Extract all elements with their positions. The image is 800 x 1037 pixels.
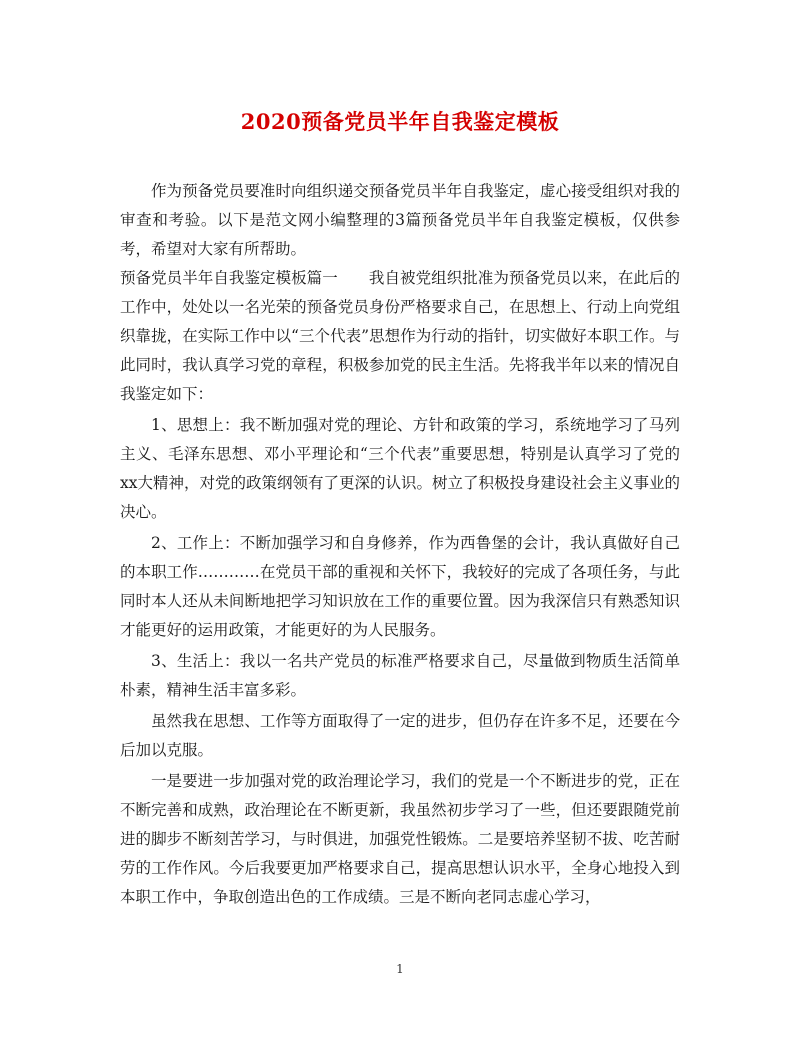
paragraph-improvements: 一是要进一步加强对党的政治理论学习，我们的党是一个不断进步的党，正在不断完善和成熟，政治理论在不断更新，我虽然初步学习了一些，但还要跟随党前进的脚步不断刻苦学习，与时俱进，加强党性锻炼。二是要培养坚韧不拔、吃苦耐劳的工作作风。今后我要更加严格要求自己，提高思想认识水平，全身心地投入到本职工作中，争取创造出色的工作成绩。三是不断向老同志虚心学习， bbox=[120, 772, 680, 906]
document-title: 2020预备党员半年自我鉴定模板 bbox=[240, 109, 560, 134]
document-body bbox=[120, 177, 680, 912]
paragraph-shortcomings: 虽然我在思想、工作等方面取得了一定的进步，但仍存在许多不足，还要在今后加以克服。 bbox=[120, 712, 680, 759]
paragraph-thought: 1、思想上：我不断加强对党的理论、方针和政策的学习，系统地学习了马列主义、毛泽东思想、邓小平理论和“三个代表”重要思想，特别是认真学习了党的xx大精神，对党的政策纲领有了更深的认识。树立了积极投身建设社会主义事业的决心。 bbox=[120, 416, 680, 521]
paragraph-life: 3、生活上：我以一名共产党员的标准严格要求自己，尽量做到物质生活简单朴素，精神生活丰富多彩。 bbox=[120, 652, 680, 699]
paragraph-template-one: 预备党员半年自我鉴定模板篇一 我自被党组织批准为预备党员以来，在此后的工作中，处处以一名光荣的预备党员身份严格要求自己，在思想上、行动上向党组织靠拢，在实际工作中以“三个代表”思想作为行动的指针，切实做好本职工作。与此同时，我认真学习党的章程，积极参加党的民主生活。先将我半年以来的情况自我鉴定如下： bbox=[120, 269, 680, 403]
paragraph-work: 2、工作上：不断加强学习和自身修养，作为西鲁堡的会计，我认真做好自己的本职工作…………在党员干部的重视和关怀下，我较好的完成了各项任务，与此同时本人还从未间断地把学习知识放在工作的重要位置。因为我深信只有熟悉知识才能更好的运用政策，才能更好的为人民服务。 bbox=[120, 534, 680, 639]
paragraph-intro: 作为预备党员要准时向组织递交预备党员半年自我鉴定，虚心接受组织对我的审查和考验。以下是范文网小编整理的3篇预备党员半年自我鉴定模板，仅供参考，希望对大家有所帮助。 bbox=[120, 182, 680, 258]
page-number: 1 bbox=[396, 962, 404, 976]
